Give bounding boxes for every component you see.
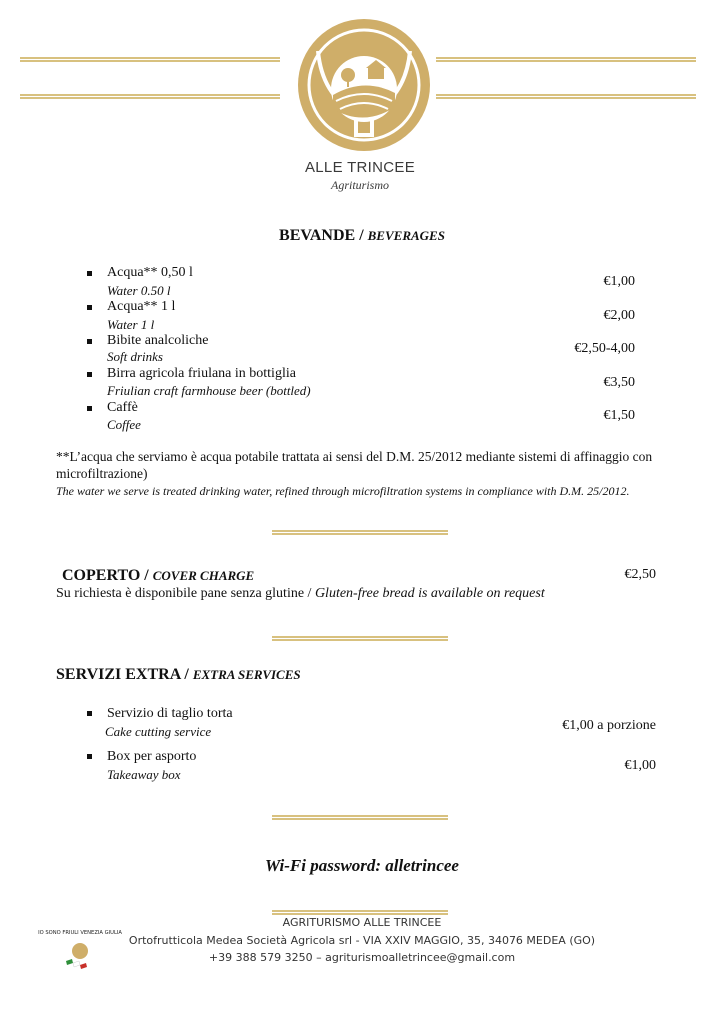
cover-title bbox=[62, 567, 254, 585]
divider bbox=[272, 815, 448, 820]
beverages-title-en: BEVERAGES bbox=[367, 228, 445, 243]
item-price: €2,50-4,00 bbox=[574, 341, 635, 356]
item-name-en: Water 1 l bbox=[107, 317, 155, 332]
bullet-icon bbox=[87, 339, 92, 344]
item-name-it: Birra agricola friulana in bottiglia bbox=[107, 366, 296, 381]
header-line-left-top bbox=[20, 57, 280, 62]
item-name-en: Soft drinks bbox=[107, 349, 163, 364]
footer-divider bbox=[272, 910, 448, 915]
item-name-it: Servizio di taglio torta bbox=[107, 706, 233, 721]
fvg-badge-icon bbox=[38, 925, 122, 973]
item-name-en: Friulian craft farmhouse beer (bottled) bbox=[107, 383, 311, 398]
footer-contact: +39 388 579 3250 – agriturismoalletrincee@gmail.com bbox=[208, 951, 516, 964]
item-name-it: Acqua** 1 l bbox=[107, 299, 176, 314]
extra-title-en: EXTRA SERVICES bbox=[192, 667, 301, 682]
bullet-icon bbox=[87, 754, 92, 759]
cover-title-en: COVER CHARGE bbox=[152, 568, 255, 583]
item-price: €1,50 bbox=[603, 408, 635, 423]
extra-title-separator: / bbox=[184, 666, 189, 683]
beverages-title-separator: / bbox=[359, 227, 364, 244]
footer-company: AGRITURISMO ALLE TRINCEE bbox=[282, 916, 442, 929]
header-line-right-bottom bbox=[436, 94, 696, 99]
item-price: €2,00 bbox=[603, 308, 635, 323]
item-price: €3,50 bbox=[603, 375, 635, 390]
bullet-icon bbox=[87, 406, 92, 411]
divider bbox=[272, 530, 448, 535]
beverages-title-it: BEVANDE bbox=[279, 227, 356, 244]
item-name-it: Box per asporto bbox=[107, 749, 197, 764]
cover-price: €2,50 bbox=[624, 567, 656, 582]
item-price: €1,00 a porzione bbox=[562, 718, 656, 733]
extra-title-it: SERVIZI EXTRA bbox=[56, 666, 181, 683]
beverages-title bbox=[0, 227, 724, 245]
fvg-badge-text: IO SONO FRIULI VENEZIA GIULIA bbox=[38, 930, 122, 936]
water-note-it: **L’acqua che serviamo è acqua potabile trattata ai sensi del D.M. 25/2012 mediante sistemi di affinaggio con microfiltrazione) bbox=[56, 449, 653, 481]
header-line-left-bottom bbox=[20, 94, 280, 99]
water-note-en: The water we serve is treated drinking water, refined through microfiltration systems in compliance with D.M. 25/2012. bbox=[56, 484, 630, 498]
gluten-free-note bbox=[56, 586, 545, 602]
bullet-icon bbox=[87, 305, 92, 310]
item-name-it: Caffè bbox=[107, 400, 138, 415]
item-price: €1,00 bbox=[624, 758, 656, 773]
item-name-en: Water 0.50 l bbox=[107, 283, 171, 298]
gluten-free-note-en: Gluten-free bread is available on request bbox=[314, 586, 545, 601]
bullet-icon bbox=[87, 711, 92, 716]
item-name-it: Acqua** 0,50 l bbox=[107, 265, 193, 280]
item-name-en: Cake cutting service bbox=[105, 724, 212, 739]
divider bbox=[272, 636, 448, 641]
bullet-icon bbox=[87, 372, 92, 377]
cover-title-it: COPERTO bbox=[62, 567, 141, 584]
extra-title bbox=[56, 666, 301, 684]
item-price: €1,00 bbox=[603, 274, 635, 289]
brand-subtitle: Agriturismo bbox=[330, 178, 389, 192]
bullet-icon bbox=[87, 271, 92, 276]
header-line-right-top bbox=[436, 57, 696, 62]
footer-address: Ortofrutticola Medea Società Agricola srl - VIA XXIV MAGGIO, 35, 34076 MEDEA (GO) bbox=[128, 934, 596, 947]
logo-icon bbox=[296, 17, 432, 153]
item-name-en: Coffee bbox=[107, 417, 141, 432]
brand-name: ALLE TRINCEE bbox=[304, 159, 416, 176]
gluten-free-note-it: Su richiesta è disponibile pane senza glutine / bbox=[56, 586, 312, 601]
item-name-it: Bibite analcoliche bbox=[107, 333, 209, 348]
item-name-en: Takeaway box bbox=[107, 767, 181, 782]
cover-title-separator: / bbox=[144, 567, 149, 584]
wifi-password: Wi-Fi password: alletrincee bbox=[265, 856, 459, 875]
